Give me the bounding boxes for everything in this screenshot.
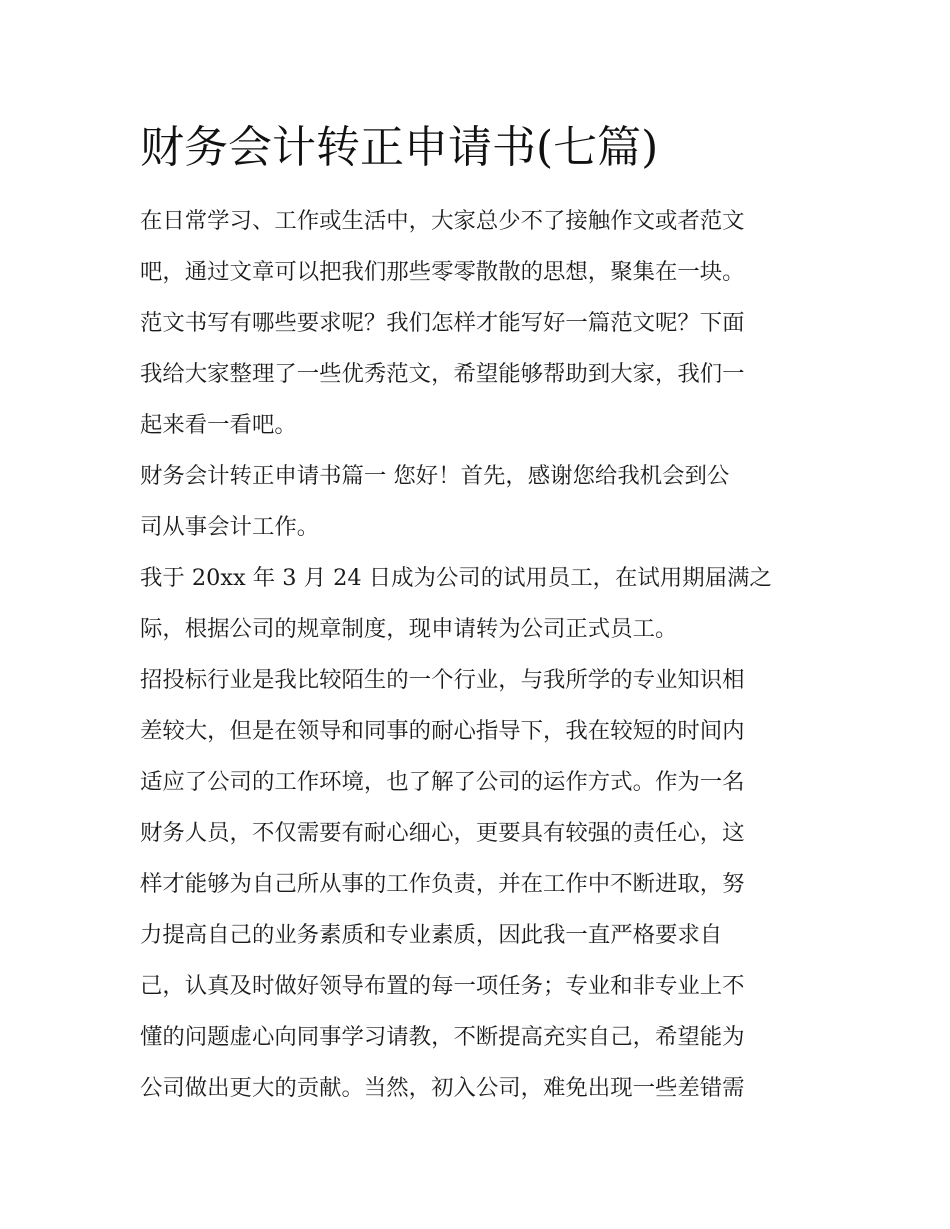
- text-line: 在日常学习、工作或生活中，大家总少不了接触作文或者范文: [140, 208, 745, 234]
- text-line: 财务会计转正申请书篇一 您好！首先，感谢您给我机会到公: [140, 463, 730, 489]
- text-line: 际，根据公司的规章制度，现申请转为公司正式员工。: [140, 616, 678, 642]
- text-line: 招投标行业是我比较陌生的一个行业，与我所学的专业知识相: [140, 667, 745, 693]
- text-line: 吧，通过文章可以把我们那些零零散散的思想，聚集在一块。: [140, 259, 745, 285]
- text-line: 我给大家整理了一些优秀范文，希望能够帮助到大家，我们一: [140, 361, 745, 387]
- text-line: 力提高自己的业务素质和专业素质，因此我一直严格要求自: [140, 922, 723, 948]
- text-line: 范文书写有哪些要求呢？我们怎样才能写好一篇范文呢？下面: [140, 310, 745, 336]
- document-body: [140, 196, 812, 1114]
- text-line: 己，认真及时做好领导布置的每一项任务；专业和非专业上不: [140, 973, 745, 999]
- text-line: 我于 20xx 年 3 月 24 日成为公司的试用员工，在试用期届满之: [140, 565, 772, 591]
- text-line: 懂的问题虚心向同事学习请教，不断提高充实自己，希望能为: [140, 1024, 745, 1050]
- text-line: 适应了公司的工作环境，也了解了公司的运作方式。作为一名: [140, 769, 745, 795]
- text-line: 样才能够为自己所从事的工作负责，并在工作中不断进取，努: [140, 871, 745, 897]
- document-title: 财务会计转正申请书(七篇): [140, 122, 659, 173]
- text-line: 起来看一看吧。: [140, 412, 297, 438]
- text-line: 公司做出更大的贡献。当然，初入公司，难免出现一些差错需: [140, 1075, 745, 1101]
- text-line: 差较大，但是在领导和同事的耐心指导下，我在较短的时间内: [140, 718, 745, 744]
- text-line: 司从事会计工作。: [140, 514, 320, 540]
- text-line: 财务人员，不仅需要有耐心细心，更要具有较强的责任心，这: [140, 820, 745, 846]
